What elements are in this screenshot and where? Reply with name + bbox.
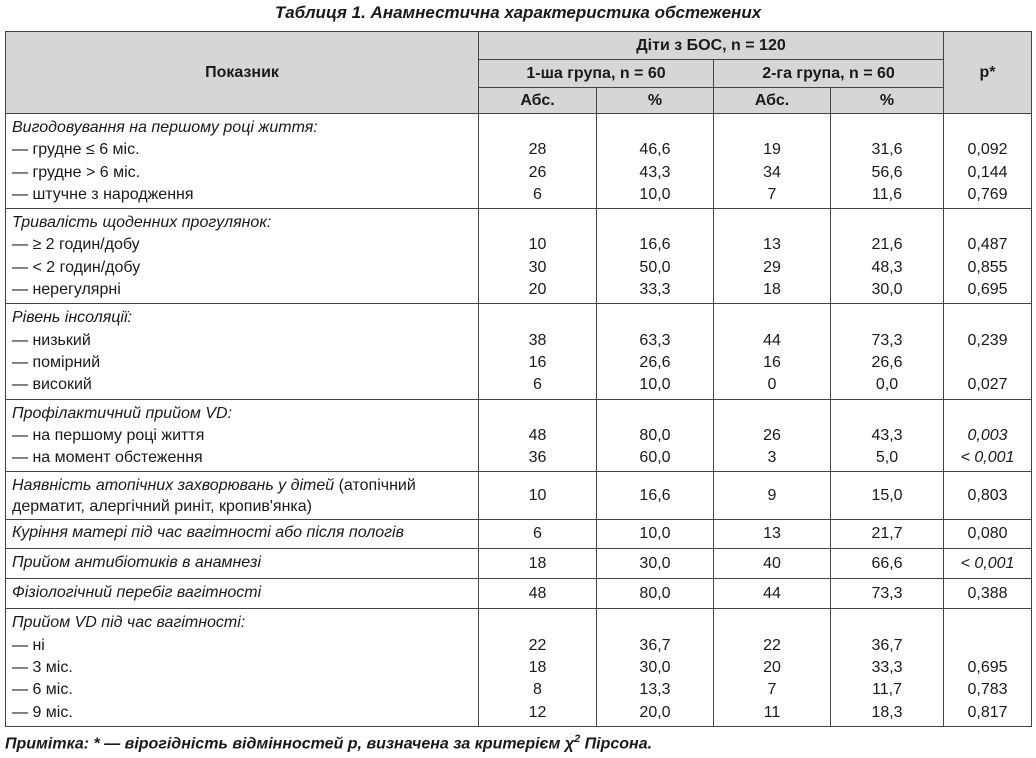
- value-cell: 44: [714, 579, 831, 609]
- allergy-label: [12, 475, 474, 517]
- allergy-label-italic: Наявність атопічних захворювань у дітей: [12, 477, 335, 495]
- group2-header: 2-га група, n = 60: [714, 60, 944, 88]
- value-cell: 16,6: [597, 472, 714, 520]
- note-superscript: 2: [574, 733, 581, 745]
- value-column-g2-abs: [714, 114, 831, 209]
- value-cell: 21,6: [871, 236, 903, 254]
- value-cell: 22: [528, 636, 547, 654]
- value-cell: 48,3: [871, 258, 903, 276]
- value-cell: 15,0: [831, 472, 944, 520]
- value-cell: 60,0: [639, 449, 671, 467]
- value-cell: 7: [767, 185, 777, 203]
- value-cell: 31,6: [871, 141, 903, 159]
- value-cell: 22: [763, 636, 781, 654]
- single-row: [6, 579, 1032, 609]
- value-cell: 10,0: [639, 185, 671, 203]
- row-label: — помірний: [12, 353, 101, 371]
- p-value-column: [944, 609, 1032, 726]
- category-label: Рівень інсоляції:: [12, 309, 132, 327]
- group1-pct-header: %: [597, 88, 714, 114]
- pregnancy-section: [6, 609, 1032, 726]
- p-value-cell: [944, 352, 1031, 374]
- value-cell: 11,7: [872, 681, 902, 699]
- value-column-g1-pct: [597, 399, 714, 472]
- row-label: — 6 міс.: [12, 681, 73, 699]
- row-label: — < 2 годин/добу: [12, 258, 141, 276]
- p-value-cell: 0,783: [967, 681, 1008, 699]
- value-cell: 5,0: [875, 449, 899, 467]
- table-title: Таблиця 1. Анамнестична характеристика обстежених: [274, 3, 762, 22]
- value-cell: 30,0: [639, 659, 671, 677]
- note-suffix: Пірсона.: [580, 735, 653, 753]
- value-column-g1-pct: [597, 609, 714, 726]
- blank-line: [831, 612, 943, 634]
- value-cell: 0: [767, 376, 777, 394]
- row-label: — грудне > 6 міс.: [12, 163, 141, 181]
- section-2: [6, 304, 1032, 399]
- row-label: — 9 міс.: [12, 703, 73, 721]
- indicator-cell: Куріння матері під час вагітності або після пологів: [6, 520, 479, 549]
- value-cell: 6: [533, 376, 542, 394]
- row-label: — грудне ≤ 6 міс.: [12, 141, 140, 159]
- indicator-cell: [6, 399, 479, 472]
- value-cell: 40: [714, 549, 831, 579]
- value-cell: 16,6: [639, 236, 671, 254]
- value-cell: 8: [533, 681, 542, 699]
- blank-line: [944, 212, 1031, 234]
- children-group-header: Діти з БОС, n = 120: [479, 32, 944, 60]
- value-cell: 73,3: [831, 579, 944, 609]
- row-label: — низький: [12, 331, 91, 349]
- blank-line: [714, 212, 830, 234]
- p-value-cell: 0,695: [967, 281, 1008, 299]
- blank-line: [831, 403, 943, 425]
- anamnesis-table: [5, 31, 1032, 727]
- value-cell: 3: [767, 449, 777, 467]
- table-header: [6, 32, 1032, 114]
- value-cell: 44: [763, 331, 781, 349]
- table-note: [5, 733, 652, 753]
- blank-line: [831, 307, 943, 329]
- value-cell: 80,0: [597, 579, 714, 609]
- blank-line: [714, 117, 830, 139]
- indicator-cell: [6, 114, 479, 209]
- single-row: [6, 549, 1032, 579]
- blank-line: [831, 117, 943, 139]
- value-cell: 11: [763, 703, 781, 721]
- blank-line: [479, 307, 596, 329]
- indicator-cell: [6, 209, 479, 304]
- row-label: — ні: [12, 636, 45, 654]
- value-cell: 38: [528, 331, 547, 349]
- value-cell: 50,0: [639, 258, 671, 276]
- blank-line: [479, 212, 596, 234]
- p-value-cell: 0,695: [967, 659, 1008, 677]
- category-label: Вигодовування на першому році життя:: [12, 119, 318, 136]
- section-1: [6, 209, 1032, 304]
- value-cell: 18: [479, 549, 597, 579]
- group1-header: 1-ша група, n = 60: [479, 60, 714, 88]
- row-label: — високий: [12, 376, 92, 394]
- value-column-g1-abs: [479, 209, 597, 304]
- group2-pct-header: %: [831, 88, 944, 114]
- value-column-g2-pct: [831, 399, 944, 472]
- value-cell: 19: [763, 141, 781, 159]
- blank-line: [479, 117, 596, 139]
- row-label: — 3 міс.: [12, 659, 73, 677]
- p-value-cell: [944, 635, 1031, 657]
- value-column-g1-pct: [597, 114, 714, 209]
- indicator-cell: [6, 609, 479, 726]
- blank-line: [597, 612, 713, 634]
- p-value-header: р*: [944, 32, 1032, 114]
- value-cell: 26,6: [639, 353, 671, 371]
- value-cell: 9: [714, 472, 831, 520]
- value-cell: 0,0: [875, 376, 899, 394]
- p-value-cell: 0,027: [967, 376, 1008, 394]
- value-cell: 7: [767, 681, 777, 699]
- value-column-g2-pct: [831, 609, 944, 726]
- blank-line: [597, 403, 713, 425]
- value-cell: 63,3: [639, 331, 671, 349]
- value-cell: 48: [479, 579, 597, 609]
- blank-line: [597, 307, 713, 329]
- p-value-column: [944, 304, 1032, 399]
- row-label: — штучне з народження: [12, 185, 194, 203]
- group2-abs-header: Абс.: [714, 88, 831, 114]
- value-cell: 46,6: [639, 141, 671, 159]
- value-column-g1-pct: [597, 209, 714, 304]
- value-cell: 30,0: [597, 549, 714, 579]
- value-cell: 36,7: [639, 636, 671, 654]
- category-label: Тривалість щоденних прогулянок:: [12, 214, 272, 232]
- allergy-label-rest: (атопічний дерматит, алергічний риніт, кропив'янка): [12, 477, 416, 516]
- value-cell: 13: [763, 236, 781, 254]
- value-cell: 18,3: [871, 703, 903, 721]
- value-column-g1-pct: [597, 304, 714, 399]
- value-column-g2-abs: [714, 399, 831, 472]
- p-value-column: [944, 114, 1032, 209]
- value-column-g2-abs: [714, 209, 831, 304]
- value-cell: 10,0: [597, 520, 714, 549]
- p-value-cell: 0,817: [967, 703, 1008, 721]
- p-value-cell: 0,855: [967, 258, 1008, 276]
- blank-line: [831, 212, 943, 234]
- blank-line: [597, 117, 713, 139]
- single-row: [6, 520, 1032, 549]
- blank-line: [944, 307, 1031, 329]
- blank-line: [597, 212, 713, 234]
- value-cell: 48: [528, 426, 547, 444]
- value-cell: 26: [528, 163, 547, 181]
- p-value-cell: 0,239: [967, 331, 1008, 349]
- category-label: Профілактичний прийом VD:: [12, 404, 233, 422]
- indicator-cell: [6, 304, 479, 399]
- value-column-g2-pct: [831, 114, 944, 209]
- row-label: — на першому році життя: [12, 426, 205, 444]
- blank-line: [944, 403, 1031, 425]
- value-cell: 20: [528, 281, 547, 299]
- value-column-g2-abs: [714, 609, 831, 726]
- value-cell: 43,3: [871, 426, 903, 444]
- value-cell: 33,3: [639, 281, 671, 299]
- value-cell: 26,6: [871, 353, 903, 371]
- row-label: — на момент обстеження: [12, 449, 203, 467]
- p-value-cell: < 0,001: [960, 449, 1015, 467]
- p-value-column: [944, 209, 1032, 304]
- p-value-cell: 0,803: [944, 472, 1032, 520]
- value-cell: 6: [533, 185, 542, 203]
- value-cell: 73,3: [871, 331, 903, 349]
- value-column-g2-abs: [714, 304, 831, 399]
- p-value-cell: 0,487: [967, 236, 1008, 254]
- value-cell: 28: [528, 141, 547, 159]
- row-label: — нерегулярні: [12, 281, 121, 299]
- section-0: [6, 114, 1032, 209]
- value-cell: 13,3: [639, 681, 671, 699]
- value-column-g1-abs: [479, 399, 597, 472]
- p-value-cell: 0,080: [944, 520, 1032, 549]
- indicator-cell: [6, 472, 479, 520]
- blank-line: [479, 403, 596, 425]
- value-cell: 33,3: [871, 659, 903, 677]
- p-value-cell: 0,003: [967, 426, 1008, 444]
- value-column-g1-abs: [479, 114, 597, 209]
- value-cell: 34: [763, 163, 781, 181]
- value-column-g2-pct: [831, 304, 944, 399]
- p-value-column: [944, 399, 1032, 472]
- value-cell: 18: [763, 281, 781, 299]
- value-cell: 43,3: [639, 163, 671, 181]
- table-body: [6, 114, 1032, 727]
- value-cell: 30,0: [871, 281, 903, 299]
- allergy-row: [6, 472, 1032, 520]
- row-label: — ≥ 2 годин/добу: [12, 236, 140, 254]
- blank-line: [714, 307, 830, 329]
- blank-line: [944, 612, 1031, 634]
- value-cell: 80,0: [639, 426, 671, 444]
- blank-line: [714, 403, 830, 425]
- value-cell: 6: [479, 520, 597, 549]
- blank-line: [944, 117, 1031, 139]
- section-3: [6, 399, 1032, 472]
- value-cell: 10: [479, 472, 597, 520]
- value-cell: 29: [763, 258, 781, 276]
- value-cell: 10: [528, 236, 547, 254]
- value-cell: 30: [528, 258, 547, 276]
- note-text: Примітка: * — вірогідність відмінностей р, визначена за критерієм χ: [5, 735, 575, 753]
- value-column-g1-abs: [479, 609, 597, 726]
- value-cell: 11,6: [872, 185, 902, 203]
- value-cell: 20: [763, 659, 781, 677]
- value-cell: 18: [528, 659, 547, 677]
- value-cell: 36,7: [871, 636, 903, 654]
- indicator-cell: Прийом антибіотиків в анамнезі: [6, 549, 479, 579]
- value-cell: 12: [528, 703, 547, 721]
- value-cell: 16: [528, 353, 547, 371]
- value-cell: 13: [714, 520, 831, 549]
- value-column-g2-pct: [831, 209, 944, 304]
- p-value-cell: 0,092: [967, 141, 1008, 159]
- value-cell: 56,6: [871, 163, 903, 181]
- p-value-cell: 0,388: [944, 579, 1032, 609]
- indicator-header: Показник: [6, 32, 479, 114]
- value-cell: 66,6: [831, 549, 944, 579]
- category-label: Прийом VD під час вагітності:: [12, 614, 246, 632]
- value-cell: 36: [528, 449, 547, 467]
- value-cell: 21,7: [831, 520, 944, 549]
- value-cell: 20,0: [639, 703, 671, 721]
- value-cell: 16: [763, 353, 781, 371]
- p-value-cell: 0,144: [967, 163, 1008, 181]
- value-cell: 10,0: [639, 376, 671, 394]
- value-cell: 26: [763, 426, 781, 444]
- blank-line: [714, 612, 830, 634]
- blank-line: [479, 612, 596, 634]
- group1-abs-header: Абс.: [479, 88, 597, 114]
- p-value-cell: < 0,001: [944, 549, 1032, 579]
- p-value-cell: 0,769: [967, 185, 1008, 203]
- value-column-g1-abs: [479, 304, 597, 399]
- indicator-cell: Фізіологічний перебіг вагітності: [6, 579, 479, 609]
